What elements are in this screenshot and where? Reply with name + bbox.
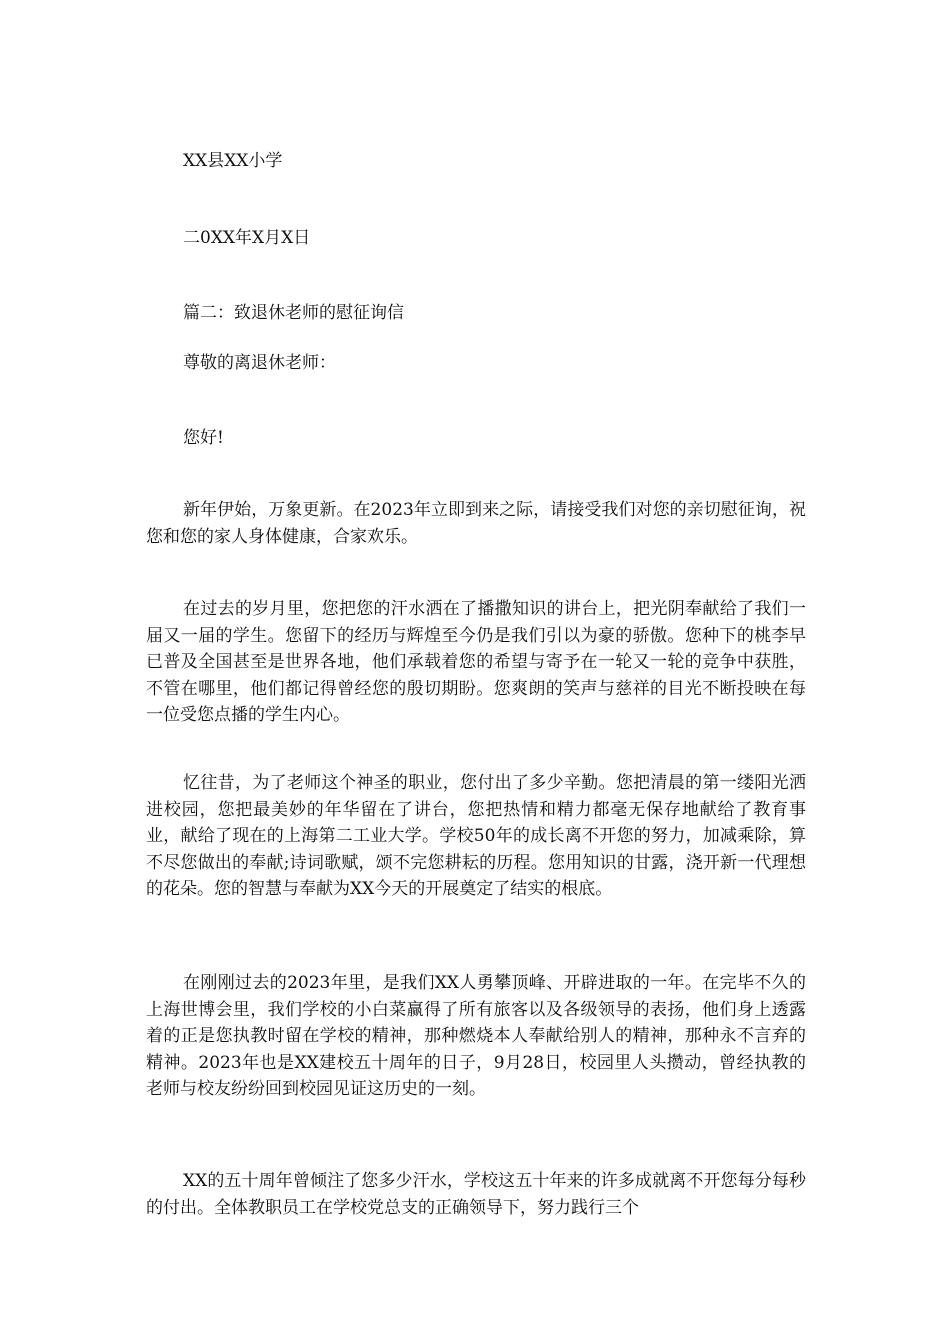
paragraph: 在过去的岁月里，您把您的汗水洒在了播撒知识的讲台上，把光阴奉献给了我们一届又一届的学生。您留下的经历与辉煌至今仍是我们引以为豪的骄傲。您种下的桃李早已普及全国甚至是世界各地，他们承载着您的希望与寄予在一轮又一轮的竞争中获胜，不管在哪里，他们都记得曾经您的殷切期盼。您爽朗的笑声与慈祥的目光不断投映在每一位受您点播的学生内心。 <box>146 599 806 725</box>
greeting: 您好! <box>183 428 224 448</box>
paragraph: 忆往昔，为了老师这个神圣的职业，您付出了多少辛勤。您把清晨的第一缕阳光洒进校园，您把最美妙的年华留在了讲台，您把热情和精力都毫无保存地献给了教育事业，献给了现在的上海第二工业大学。学校50年的成长离不开您的努力，加减乘除，算不尽您做出的奉献;诗词歌赋，颂不完您耕耘的历程。您用知识的甘露，浇开新一代理想的花朵。您的智慧与奉献为XX今天的开展奠定了结实的根底。 <box>146 773 806 899</box>
paragraph: 在刚刚过去的2023年里，是我们XX人勇攀顶峰、开辟进取的一年。在完毕不久的上海世博会里，我们学校的小白菜赢得了所有旅客以及各级领导的表扬，他们身上透露着的正是您执教时留在学校的精神，那种燃烧本人奉献给别人的精神，那种永不言弃的精神。2023年也是XX建校五十周年的日子，9月28日，校园里人头攒动，曾经执教的老师与校友纷纷回到校园见证这历史的一刻。 <box>146 973 806 1099</box>
letter-date: 二0XX年X月X日 <box>183 228 311 248</box>
paragraph: XX的五十周年曾倾注了您多少汗水，学校这五十年来的许多成就离不开您每分每秒的付出。全体教职员工在学校党总支的正确领导下，努力践行三个 <box>146 1171 806 1218</box>
school-name: XX县XX小学 <box>183 151 283 171</box>
paragraph: 新年伊始，万象更新。在2023年立即到来之际，请接受我们对您的亲切慰征询，祝您和您的家人身体健康，合家欢乐。 <box>146 500 806 547</box>
salutation: 尊敬的离退休老师： <box>183 353 336 373</box>
section-title: 篇二：致退休老师的慰征询信 <box>183 303 404 323</box>
